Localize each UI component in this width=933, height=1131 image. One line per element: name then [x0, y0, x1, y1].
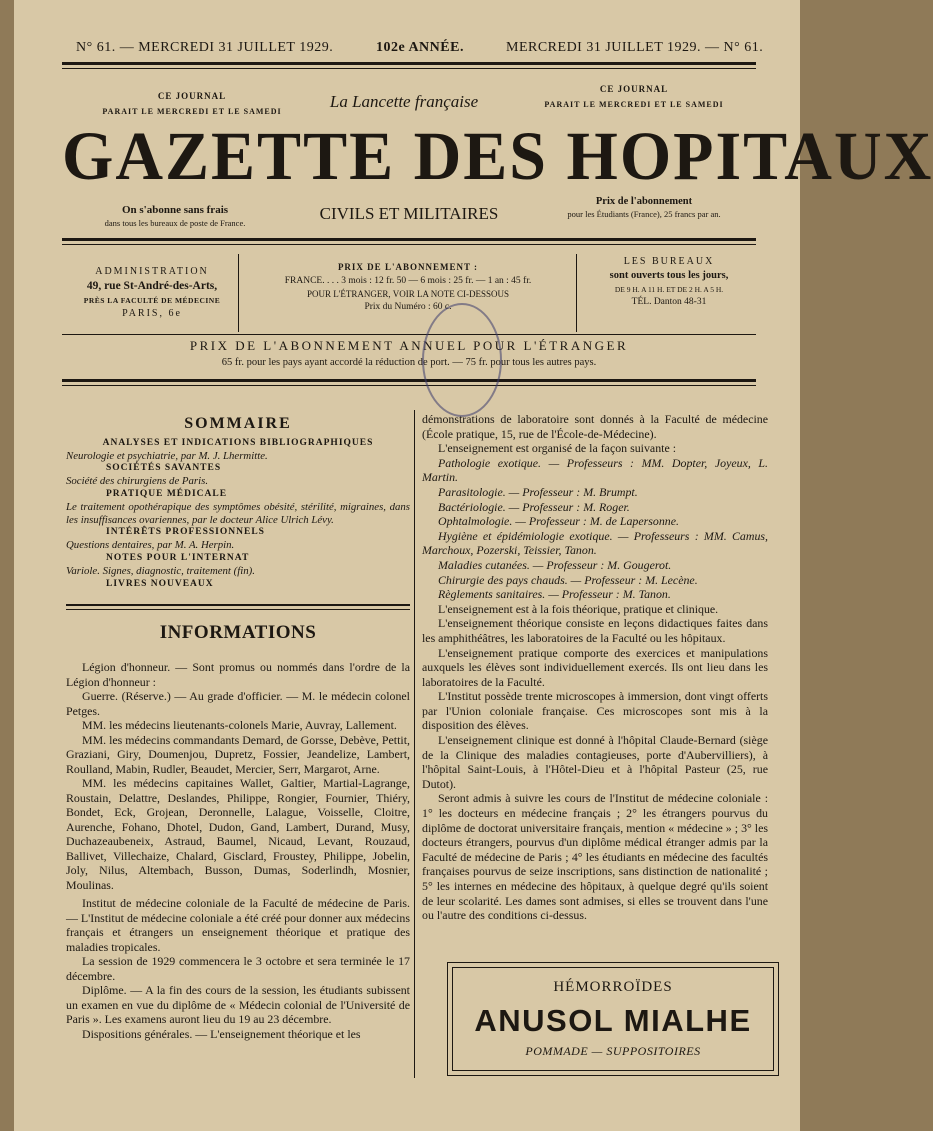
- bottom-rule-thin: [62, 385, 756, 386]
- newspaper-page: [14, 0, 933, 1131]
- foreign-price-title: PRIX DE L'ABONNEMENT ANNUEL POUR L'ÉTRANGER: [189, 338, 629, 353]
- advert-heading: HÉMORROÏDES: [553, 979, 673, 995]
- divider-2: [576, 254, 577, 332]
- advert-products: POMMADE — SUPPOSITOIRES: [525, 1044, 701, 1058]
- foreign-price-text: 65 fr. pour les pays ayant accordé la réduction de port. — 75 fr. pour tous les autres pays.: [221, 357, 597, 368]
- informations-title: INFORMATIONS: [159, 622, 317, 643]
- bottom-rule: [62, 379, 756, 382]
- sommaire-rule: [66, 604, 410, 606]
- library-stamp: [422, 303, 502, 417]
- issue-year: 102e ANNÉE.: [376, 40, 464, 55]
- top-rule: [62, 62, 756, 65]
- advert-brand: ANUSOL MIALHE: [474, 1003, 752, 1038]
- administration-block: ADMINISTRATION 49, rue St-André-des-Arts, PRÈS LA FACULTÉ DE MÉDECINE PARIS, 6e: [83, 266, 221, 319]
- top-rule-thin: [62, 68, 756, 69]
- anusol-advert: [447, 962, 779, 1076]
- informations-body: Légion d'honneur. — Sont promus ou nommés dans l'ordre de la Légion d'honneur : Guerre. (Réserve.) — Au grade d'officier. — M. le médecin colonel Petges. MM. les médecins lieutenants-colonels Marie, Auvray, Lallement. MM. les médecins commandants Demard, de Gorsse, Debève, Pettit, Graziani, Giry, Doumenjou, Dupretz, Fossier, Jeandelize, Lambert, Roulland, Mabin, Rudler, Beaudet, Mercier, Serr, Margarot, Arne. MM. les médecins capitaines Wallet, Galtier, Martial-Lagrange, Roustain, Delattre, Deslandes, Philippe, Rongier, Fournier, Thiéry, Bondet, Eck, Grojean, Deronnelle, Lalague, Voisselle, Cloitre, Aurenche, Fohano, Dhotel, Dudon, Gand, Lambert, Durand, Musy, Duchazeaubeneix, Astraud, Baumel, Nicaud, Levant, Rouzaud, Ballivet, Villechaize, Chalard, Gisclard, Froustey, Philippe, Jobelin, Joly, Nilus, Altembach, Busson, Dumas, Soderlindh, Mosnier, Moulinas. Institut de médecine coloniale de la Faculté de médecine de Paris. — L'Institut de médecine coloniale a été créé pour donner aux médecins français et étrangers un enseignement théorique et pratique des maladies tropicales. La session de 1929 commencera le 3 octobre et sera terminée le 17 décembre. Diplôme. — A la fin des cours de la session, les étudiants subissent un examen en vue du diplôme de « Médecin colonial de l'Université de Paris ». Les examens auront lieu du 19 au 23 décembre. Dispositions générales. — L'enseignement théorique et les: [66, 660, 410, 1041]
- civils-militaires: CIVILS ET MILITAIRES: [319, 204, 499, 223]
- student-price: Prix de l'abonnement pour les Étudiants (France), 25 francs par an.: [567, 196, 721, 219]
- newspaper-title: GAZETTE DES HOPITAUX: [62, 118, 933, 195]
- subscribe-note: On s'abonne sans frais dans tous les bureaux de poste de France.: [104, 204, 246, 228]
- masthead-right: CE JOURNAL PARAIT LE MERCREDI ET LE SAMEDI: [544, 84, 724, 109]
- issue-right: MERCREDI 31 JUILLET 1929. — N° 61.: [506, 40, 764, 55]
- right-column-body: démonstrations de laboratoire sont donnés à la Faculté de médecine (École pratique, 15, rue de l'École-de-Médecine). L'enseignement est organisé de la façon suivante : Pathologie exotique. — Professeurs : MM. Dopter, Joyeux, L. Martin. Parasitologie. — Professeur : M. Brumpt. Bactériologie. — Professeur : M. Roger. Ophtalmologie. — Professeur : M. de Lapersonne. Hygiène et épidémiologie exotique. — Professeurs : MM. Camus, Marchoux, Pozerski, Teissier, Tanon. Maladies cutanées. — Professeur : M. Gougerot. Chirurgie des pays chauds. — Professeur : M. Lecène. Règlements sanitaires. — Professeur : M. Tanon. L'enseignement est à la fois théorique, pratique et clinique. L'enseignement théorique consiste en leçons didactiques faites dans les amphithéâtres, les laboratoires de la Faculté ou les hôpitaux. L'enseignement pratique comporte des exercices et manipulations auxquels les élèves sont individuellement exercés. Ils ont lieu dans les laboratoires de la Faculté. L'Institut possède trente microscopes à immersion, dont vingt offerts par l'Union coloniale française. Ces microscopes sont mis à la disposition des élèves. L'enseignement clinique est donné à l'hôpital Claude-Bernard (siège de la Clinique des maladies contagieuses, porte d'Aubervilliers), à l'hôpital Saint-Louis, à l'Hôtel-Dieu et à l'hôpital Pasteur (25, rue Dutot). Seront admis à suivre les cours de l'Institut de médecine coloniale : 1° les docteurs en médecine français ; 2° les étrangers pourvus du diplôme de doctorat universitaire français, mention « médecine » ; 3° les docteurs étrangers, pourvus d'un diplôme médical étranger admis par la Faculté de médecine de Paris ; 4° les étudiants en médecine des facultés françaises pourvus de seize inscriptions, sans distinction de nationalité ; 5° les internes en médecine des hôpitaux, à quelque degré qu'ils soient de leur scolarité. Les dames sont admises, si elles se trouvent dans l'une ou l'autre des conditions ci-dessus.: [422, 412, 768, 923]
- info-rule: [62, 334, 756, 335]
- column-divider: [414, 410, 415, 1078]
- sommaire-section: SOMMAIRE ANALYSES ET INDICATIONS BIBLIOGRAPHIQUES Neurologie et psychiatrie, par M. J. Lhermitte. SOCIÉTÉS SAVANTES Société des chirurgiens de Paris. PRATIQUE MÉDICALE Le traitement opothérapique des symptômes obésité, stérilité, migraines, dans les insuffisances ovariennes, par le docteur Alice Ulrich Lévy. INTÉRÊTS PROFESSIONNELS Questions dentaires, par M. A. Herpin. NOTES POUR L'INTERNAT Variole. Signes, diagnostic, traitement (fin). LIVRES NOUVEAUX: [66, 415, 410, 589]
- divider-1: [238, 254, 239, 332]
- mid-rule: [62, 238, 756, 241]
- masthead-left: CE JOURNAL PARAIT LE MERCREDI ET LE SAMEDI: [102, 91, 282, 116]
- lancette-subtitle: La Lancette française: [329, 92, 479, 111]
- mid-rule-thin: [62, 244, 756, 245]
- sommaire-title: SOMMAIRE: [184, 415, 292, 432]
- sommaire-rule-thin: [66, 609, 410, 610]
- issue-left: N° 61. — MERCREDI 31 JUILLET 1929.: [76, 40, 334, 55]
- subscription-block: PRIX DE L'ABONNEMENT : FRANCE. . . . 3 mois : 12 fr. 50 — 6 mois : 25 fr. — 1 an : 45 fr. POUR L'ÉTRANGER, VOIR LA NOTE CI-DESSOUS Prix du Numéro : 60 c.: [284, 262, 532, 312]
- bureaux-block: LES BUREAUX sont ouverts tous les jours, DE 9 H. A 11 H. ET DE 2 H. A 5 H. TÉL. Danton 48-31: [609, 256, 729, 307]
